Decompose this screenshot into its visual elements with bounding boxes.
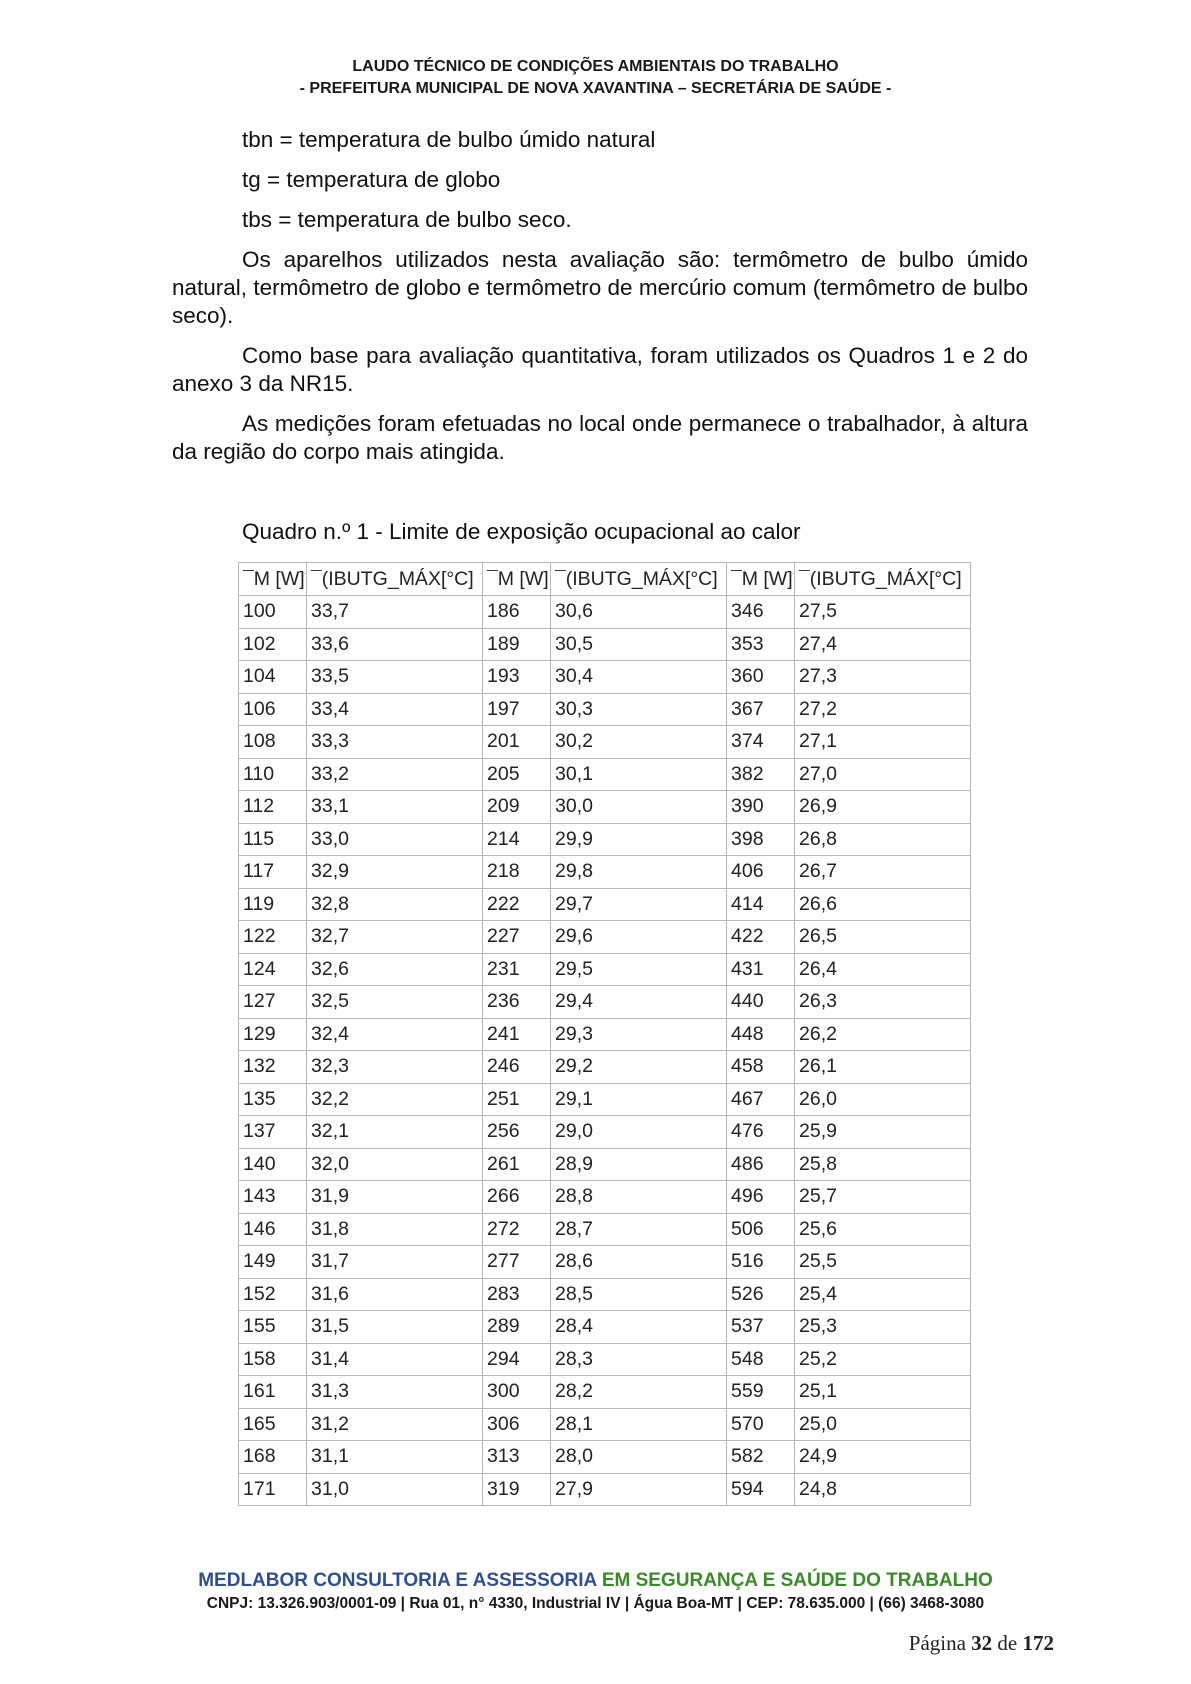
cell-ibutg-max: 31,8 — [307, 1213, 483, 1246]
cell-m-watts: 548 — [727, 1343, 795, 1376]
cell-m-watts: 112 — [239, 791, 307, 824]
cell-ibutg-max: 29,6 — [551, 921, 727, 954]
cell-ibutg-max: 33,2 — [307, 758, 483, 791]
cell-m-watts: 458 — [727, 1051, 795, 1084]
cell-m-watts: 168 — [239, 1441, 307, 1474]
cell-m-watts: 506 — [727, 1213, 795, 1246]
cell-ibutg-max: 30,0 — [551, 791, 727, 824]
cell-m-watts: 100 — [239, 596, 307, 629]
cell-m-watts: 115 — [239, 823, 307, 856]
cell-m-watts: 201 — [483, 726, 551, 759]
table-row — [239, 1051, 971, 1084]
cell-m-watts: 104 — [239, 661, 307, 694]
cell-ibutg-max: 32,9 — [307, 856, 483, 889]
cell-ibutg-max: 32,4 — [307, 1018, 483, 1051]
cell-ibutg-max: 28,5 — [551, 1278, 727, 1311]
cell-m-watts: 256 — [483, 1116, 551, 1149]
footer-company-name: MEDLABOR CONSULTORIA E ASSESSORIA — [198, 1570, 597, 1591]
page-number — [909, 1631, 1054, 1656]
cell-ibutg-max: 32,1 — [307, 1116, 483, 1149]
page-of-label: de — [997, 1631, 1018, 1655]
cell-ibutg-max: 25,5 — [795, 1246, 971, 1279]
cell-m-watts: 205 — [483, 758, 551, 791]
cell-m-watts: 171 — [239, 1473, 307, 1506]
cell-ibutg-max: 25,2 — [795, 1343, 971, 1376]
cell-ibutg-max: 28,7 — [551, 1213, 727, 1246]
cell-m-watts: 197 — [483, 693, 551, 726]
cell-ibutg-max: 31,9 — [307, 1181, 483, 1214]
cell-ibutg-max: 25,1 — [795, 1376, 971, 1409]
cell-ibutg-max: 28,8 — [551, 1181, 727, 1214]
cell-ibutg-max: 26,3 — [795, 986, 971, 1019]
header-ibutg-3: ¯(IBUTG_MÁX[°C] — [795, 563, 971, 596]
table-row — [239, 1246, 971, 1279]
cell-m-watts: 209 — [483, 791, 551, 824]
cell-m-watts: 431 — [727, 953, 795, 986]
cell-m-watts: 110 — [239, 758, 307, 791]
cell-ibutg-max: 29,4 — [551, 986, 727, 1019]
table-row — [239, 1441, 971, 1474]
cell-ibutg-max: 32,6 — [307, 953, 483, 986]
cell-m-watts: 246 — [483, 1051, 551, 1084]
cell-ibutg-max: 33,6 — [307, 628, 483, 661]
cell-m-watts: 149 — [239, 1246, 307, 1279]
cell-m-watts: 137 — [239, 1116, 307, 1149]
table-row — [239, 1311, 971, 1344]
cell-m-watts: 277 — [483, 1246, 551, 1279]
table-header-row — [239, 563, 971, 596]
cell-ibutg-max: 33,7 — [307, 596, 483, 629]
paragraph-instruments: Os aparelhos utilizados nesta avaliação são: termômetro de bulbo úmido natural, termômetro de globo e termômetro de mercúrio comum (termômetro de bulbo seco). — [172, 247, 1028, 328]
cell-m-watts: 353 — [727, 628, 795, 661]
cell-m-watts: 218 — [483, 856, 551, 889]
cell-m-watts: 390 — [727, 791, 795, 824]
cell-m-watts: 241 — [483, 1018, 551, 1051]
cell-ibutg-max: 27,3 — [795, 661, 971, 694]
cell-m-watts: 193 — [483, 661, 551, 694]
cell-m-watts: 155 — [239, 1311, 307, 1344]
cell-m-watts: 283 — [483, 1278, 551, 1311]
cell-m-watts: 313 — [483, 1441, 551, 1474]
cell-m-watts: 570 — [727, 1408, 795, 1441]
cell-ibutg-max: 29,9 — [551, 823, 727, 856]
table-body — [239, 596, 971, 1506]
cell-m-watts: 406 — [727, 856, 795, 889]
cell-m-watts: 135 — [239, 1083, 307, 1116]
cell-ibutg-max: 28,6 — [551, 1246, 727, 1279]
cell-m-watts: 165 — [239, 1408, 307, 1441]
cell-m-watts: 306 — [483, 1408, 551, 1441]
cell-ibutg-max: 26,4 — [795, 953, 971, 986]
cell-ibutg-max: 31,7 — [307, 1246, 483, 1279]
definition-tg: tg = temperatura de globo — [242, 167, 501, 192]
cell-m-watts: 486 — [727, 1148, 795, 1181]
cell-ibutg-max: 28,4 — [551, 1311, 727, 1344]
cell-ibutg-max: 28,2 — [551, 1376, 727, 1409]
cell-ibutg-max: 31,1 — [307, 1441, 483, 1474]
cell-m-watts: 186 — [483, 596, 551, 629]
table-row — [239, 953, 971, 986]
cell-m-watts: 261 — [483, 1148, 551, 1181]
table-row — [239, 596, 971, 629]
cell-ibutg-max: 29,2 — [551, 1051, 727, 1084]
cell-m-watts: 266 — [483, 1181, 551, 1214]
table-row — [239, 1376, 971, 1409]
cell-ibutg-max: 25,0 — [795, 1408, 971, 1441]
header-m-1: ¯M [W] — [239, 563, 307, 596]
cell-m-watts: 537 — [727, 1311, 795, 1344]
cell-m-watts: 272 — [483, 1213, 551, 1246]
cell-m-watts: 594 — [727, 1473, 795, 1506]
cell-ibutg-max: 30,6 — [551, 596, 727, 629]
cell-ibutg-max: 31,6 — [307, 1278, 483, 1311]
cell-m-watts: 294 — [483, 1343, 551, 1376]
cell-ibutg-max: 25,3 — [795, 1311, 971, 1344]
header-ibutg-1: ¯(IBUTG_MÁX[°C] — [307, 563, 483, 596]
cell-m-watts: 374 — [727, 726, 795, 759]
cell-m-watts: 102 — [239, 628, 307, 661]
body-text — [172, 126, 1028, 478]
table-row — [239, 1148, 971, 1181]
definition-tbn: tbn = temperatura de bulbo úmido natural — [242, 127, 656, 152]
cell-ibutg-max: 26,9 — [795, 791, 971, 824]
cell-ibutg-max: 31,2 — [307, 1408, 483, 1441]
cell-ibutg-max: 33,4 — [307, 693, 483, 726]
cell-m-watts: 231 — [483, 953, 551, 986]
footer-company — [0, 1569, 1191, 1593]
document-header — [0, 56, 1191, 100]
cell-ibutg-max: 25,7 — [795, 1181, 971, 1214]
cell-m-watts: 129 — [239, 1018, 307, 1051]
table-row — [239, 823, 971, 856]
cell-m-watts: 526 — [727, 1278, 795, 1311]
cell-ibutg-max: 27,2 — [795, 693, 971, 726]
page-current: 32 — [971, 1631, 993, 1655]
cell-ibutg-max: 30,3 — [551, 693, 727, 726]
cell-m-watts: 467 — [727, 1083, 795, 1116]
cell-ibutg-max: 26,5 — [795, 921, 971, 954]
paragraph-measurements: As medições foram efetuadas no local onde permanece o trabalhador, à altura da região do corpo mais atingida. — [172, 411, 1028, 464]
cell-m-watts: 319 — [483, 1473, 551, 1506]
cell-m-watts: 414 — [727, 888, 795, 921]
cell-m-watts: 119 — [239, 888, 307, 921]
cell-m-watts: 108 — [239, 726, 307, 759]
cell-m-watts: 161 — [239, 1376, 307, 1409]
cell-ibutg-max: 31,0 — [307, 1473, 483, 1506]
cell-ibutg-max: 32,3 — [307, 1051, 483, 1084]
cell-ibutg-max: 31,5 — [307, 1311, 483, 1344]
cell-ibutg-max: 25,4 — [795, 1278, 971, 1311]
footer-company-area: EM SEGURANÇA E SAÚDE DO TRABALHO — [601, 1570, 993, 1591]
cell-m-watts: 214 — [483, 823, 551, 856]
cell-ibutg-max: 29,8 — [551, 856, 727, 889]
cell-m-watts: 189 — [483, 628, 551, 661]
table-row — [239, 1473, 971, 1506]
cell-m-watts: 132 — [239, 1051, 307, 1084]
page-label: Página — [908, 1631, 966, 1655]
cell-ibutg-max: 26,6 — [795, 888, 971, 921]
cell-m-watts: 143 — [239, 1181, 307, 1214]
cell-ibutg-max: 32,2 — [307, 1083, 483, 1116]
cell-m-watts: 251 — [483, 1083, 551, 1116]
cell-m-watts: 516 — [727, 1246, 795, 1279]
table-row — [239, 1343, 971, 1376]
cell-m-watts: 422 — [727, 921, 795, 954]
cell-m-watts: 122 — [239, 921, 307, 954]
cell-ibutg-max: 24,9 — [795, 1441, 971, 1474]
cell-ibutg-max: 32,8 — [307, 888, 483, 921]
table-row — [239, 661, 971, 694]
cell-m-watts: 127 — [239, 986, 307, 1019]
cell-m-watts: 382 — [727, 758, 795, 791]
cell-m-watts: 440 — [727, 986, 795, 1019]
cell-m-watts: 496 — [727, 1181, 795, 1214]
header-ibutg-2: ¯(IBUTG_MÁX[°C] — [551, 563, 727, 596]
cell-ibutg-max: 32,7 — [307, 921, 483, 954]
cell-ibutg-max: 27,0 — [795, 758, 971, 791]
table-row — [239, 856, 971, 889]
table-row — [239, 628, 971, 661]
table-row — [239, 986, 971, 1019]
cell-ibutg-max: 30,2 — [551, 726, 727, 759]
cell-ibutg-max: 32,0 — [307, 1148, 483, 1181]
cell-ibutg-max: 26,2 — [795, 1018, 971, 1051]
cell-ibutg-max: 28,1 — [551, 1408, 727, 1441]
cell-ibutg-max: 27,5 — [795, 596, 971, 629]
cell-m-watts: 300 — [483, 1376, 551, 1409]
cell-m-watts: 152 — [239, 1278, 307, 1311]
cell-m-watts: 236 — [483, 986, 551, 1019]
cell-ibutg-max: 26,7 — [795, 856, 971, 889]
cell-m-watts: 117 — [239, 856, 307, 889]
cell-ibutg-max: 29,1 — [551, 1083, 727, 1116]
cell-ibutg-max: 29,3 — [551, 1018, 727, 1051]
table-row — [239, 1181, 971, 1214]
table-row — [239, 1213, 971, 1246]
page-total: 172 — [1022, 1631, 1054, 1655]
cell-m-watts: 448 — [727, 1018, 795, 1051]
cell-ibutg-max: 25,8 — [795, 1148, 971, 1181]
table-row — [239, 1083, 971, 1116]
cell-m-watts: 582 — [727, 1441, 795, 1474]
table-row — [239, 726, 971, 759]
cell-ibutg-max: 25,6 — [795, 1213, 971, 1246]
table-row — [239, 1408, 971, 1441]
cell-ibutg-max: 25,9 — [795, 1116, 971, 1149]
cell-ibutg-max: 28,3 — [551, 1343, 727, 1376]
table-row — [239, 1018, 971, 1051]
cell-ibutg-max: 30,4 — [551, 661, 727, 694]
table-row — [239, 1116, 971, 1149]
cell-ibutg-max: 31,3 — [307, 1376, 483, 1409]
cell-ibutg-max: 27,9 — [551, 1473, 727, 1506]
header-m-2: ¯M [W] — [483, 563, 551, 596]
cell-ibutg-max: 27,4 — [795, 628, 971, 661]
table-row — [239, 758, 971, 791]
cell-ibutg-max: 28,0 — [551, 1441, 727, 1474]
cell-ibutg-max: 26,0 — [795, 1083, 971, 1116]
definition-tbs: tbs = temperatura de bulbo seco. — [242, 207, 572, 232]
cell-ibutg-max: 33,0 — [307, 823, 483, 856]
cell-ibutg-max: 27,1 — [795, 726, 971, 759]
exposure-limit-table — [238, 562, 971, 1506]
table-row — [239, 1278, 971, 1311]
cell-m-watts: 559 — [727, 1376, 795, 1409]
table-row — [239, 791, 971, 824]
cell-ibutg-max: 24,8 — [795, 1473, 971, 1506]
cell-m-watts: 140 — [239, 1148, 307, 1181]
cell-m-watts: 367 — [727, 693, 795, 726]
table-row — [239, 921, 971, 954]
cell-m-watts: 146 — [239, 1213, 307, 1246]
cell-m-watts: 222 — [483, 888, 551, 921]
header-title: LAUDO TÉCNICO DE CONDIÇÕES AMBIENTAIS DO TRABALHO — [352, 58, 839, 75]
cell-m-watts: 158 — [239, 1343, 307, 1376]
cell-m-watts: 398 — [727, 823, 795, 856]
cell-m-watts: 106 — [239, 693, 307, 726]
cell-m-watts: 476 — [727, 1116, 795, 1149]
header-subtitle: - PREFEITURA MUNICIPAL DE NOVA XAVANTINA – SECRETÁRIA DE SAÚDE - — [299, 80, 892, 97]
cell-ibutg-max: 28,9 — [551, 1148, 727, 1181]
table-row — [239, 693, 971, 726]
table-caption: Quadro n.º 1 - Limite de exposição ocupacional ao calor — [242, 519, 801, 544]
cell-ibutg-max: 26,1 — [795, 1051, 971, 1084]
cell-ibutg-max: 26,8 — [795, 823, 971, 856]
cell-m-watts: 346 — [727, 596, 795, 629]
cell-ibutg-max: 29,0 — [551, 1116, 727, 1149]
cell-m-watts: 124 — [239, 953, 307, 986]
table-row — [239, 888, 971, 921]
cell-ibutg-max: 30,1 — [551, 758, 727, 791]
cell-ibutg-max: 29,5 — [551, 953, 727, 986]
cell-ibutg-max: 29,7 — [551, 888, 727, 921]
cell-m-watts: 289 — [483, 1311, 551, 1344]
cell-ibutg-max: 30,5 — [551, 628, 727, 661]
cell-ibutg-max: 33,1 — [307, 791, 483, 824]
cell-ibutg-max: 32,5 — [307, 986, 483, 1019]
cell-m-watts: 227 — [483, 921, 551, 954]
cell-m-watts: 360 — [727, 661, 795, 694]
cell-ibutg-max: 31,4 — [307, 1343, 483, 1376]
cell-ibutg-max: 33,3 — [307, 726, 483, 759]
header-m-3: ¯M [W] — [727, 563, 795, 596]
footer-contact: CNPJ: 13.326.903/0001-09 | Rua 01, n° 4330, Industrial IV | Água Boa-MT | CEP: 78.635.000 | (66) 3468-3080 — [206, 1595, 985, 1612]
cell-ibutg-max: 33,5 — [307, 661, 483, 694]
paragraph-basis: Como base para avaliação quantitativa, foram utilizados os Quadros 1 e 2 do anexo 3 da NR15. — [172, 343, 1028, 396]
